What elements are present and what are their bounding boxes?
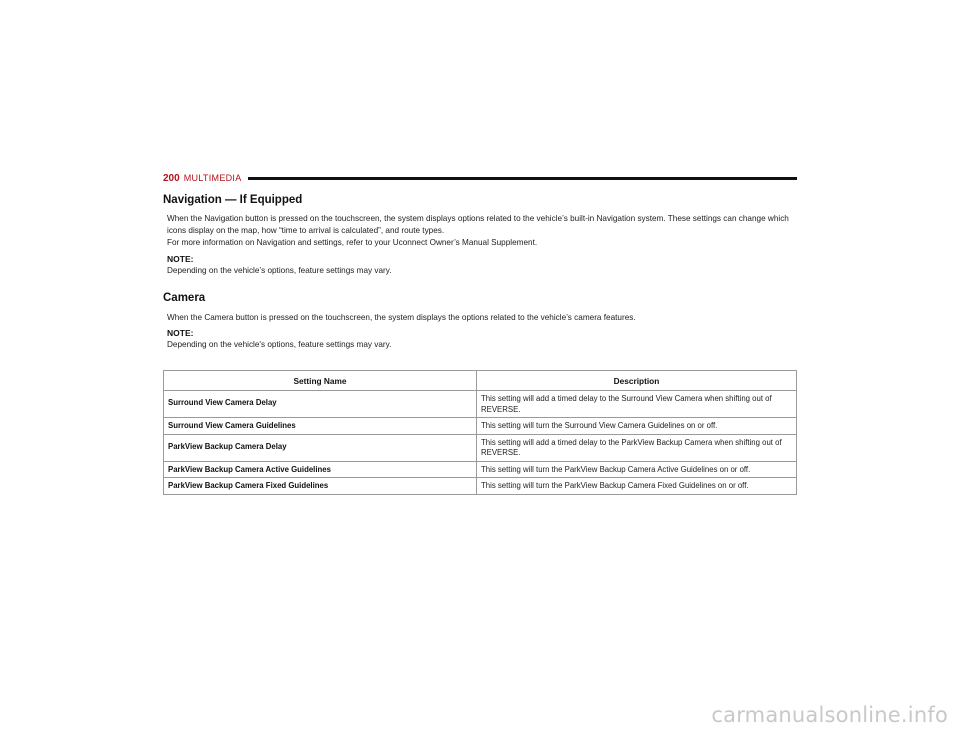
column-header-setting-name: Setting Name: [164, 371, 477, 391]
navigation-heading: Navigation — If Equipped: [163, 194, 303, 206]
setting-description-cell: This setting will add a timed delay to the Surround View Camera when shifting out of REVERSE.: [477, 391, 797, 418]
camera-settings-table: [163, 370, 797, 495]
setting-name-cell: ParkView Backup Camera Active Guidelines: [164, 461, 477, 478]
navigation-paragraph-1: When the Navigation button is pressed on the touchscreen, the system displays options related to the vehicle’s built-in Navigation system. These settings can change which icons display on the map, how “time to arrival is calculated”, and route types.: [167, 214, 789, 235]
camera-paragraph-1: When the Camera button is pressed on the touchscreen, the system displays the options related to the vehicle’s camera features.: [167, 313, 636, 322]
page-header: [163, 171, 797, 185]
setting-name-cell: ParkView Backup Camera Fixed Guidelines: [164, 478, 477, 495]
table-row: [164, 418, 797, 435]
navigation-paragraph-2: For more information on Navigation and settings, refer to your Uconnect Owner’s Manual Supplement.: [167, 238, 538, 247]
navigation-note-text: Depending on the vehicle’s options, feature settings may vary.: [167, 266, 392, 275]
setting-name-cell: ParkView Backup Camera Delay: [164, 434, 477, 461]
setting-name-cell: Surround View Camera Delay: [164, 391, 477, 418]
column-header-description: Description: [477, 371, 797, 391]
setting-description-cell: This setting will turn the Surround View Camera Guidelines on or off.: [477, 418, 797, 435]
table-row: [164, 461, 797, 478]
camera-note-text: Depending on the vehicle's options, feature settings may vary.: [167, 340, 392, 349]
section-name: MULTIMEDIA: [183, 173, 242, 183]
camera-heading: Camera: [163, 292, 206, 304]
page-number: 200: [163, 172, 180, 184]
table-row: [164, 391, 797, 418]
navigation-note-label: NOTE:: [167, 254, 194, 264]
setting-name-cell: Surround View Camera Guidelines: [164, 418, 477, 435]
table-row: [164, 478, 797, 495]
table-header-row: [164, 371, 797, 391]
camera-note-label: NOTE:: [167, 328, 194, 338]
setting-description-cell: This setting will turn the ParkView Backup Camera Fixed Guidelines on or off.: [477, 478, 797, 495]
watermark: carmanualsonline.info: [711, 703, 948, 727]
setting-description-cell: This setting will turn the ParkView Backup Camera Active Guidelines on or off.: [477, 461, 797, 478]
table-row: [164, 434, 797, 461]
header-rule: [248, 177, 797, 180]
setting-description-cell: This setting will add a timed delay to the ParkView Backup Camera when shifting out of REVERSE.: [477, 434, 797, 461]
